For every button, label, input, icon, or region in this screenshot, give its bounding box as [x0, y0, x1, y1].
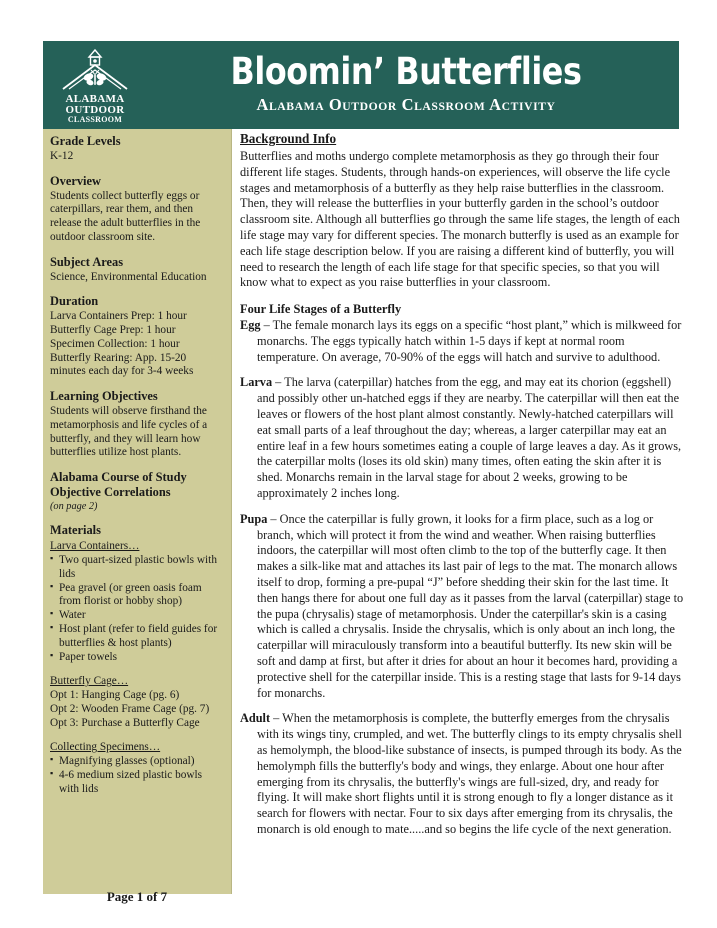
sidebar-text-subject-areas: Science, Environmental Education	[50, 270, 207, 283]
list-item-label: Host plant (refer to field guides for butterflies & host plants)	[59, 622, 218, 649]
stage-body-adult: When the metamorphosis is complete, the butterfly emerges from the chrysalis with its wings tiny, crumpled, and wet. The butterfly clings to its empty chrysalis shell as hemolymph, the blood-like substance of insects, is pumped through its body. As the hemolymph fills the butterfly's body and wings, they enlarge. About one hour after emerging from its chrysalis, the butterfly's wings are full-sized, dry, and ready for flying. It will make short flights until it is strong enough to fly a longer distance as it search for flowers with nectar. Four to six days after emerging from its chrysalis, the monarch is old enough to mate.....and so begins the life cycle of the next generation.	[257, 711, 682, 836]
sidebar-heading-learning-objectives: Learning Objectives	[50, 389, 158, 404]
stage-dash-egg: –	[260, 318, 273, 333]
stage-dash-adult: –	[270, 711, 283, 726]
sidebar-heading-subject-areas: Subject Areas	[50, 254, 124, 269]
sidebar-cage-option-2: Opt 2: Wooden Frame Cage (pg. 7)	[50, 702, 210, 715]
sidebar-text-duration-2: Butterfly Cage Prep: 1 hour	[50, 323, 176, 336]
list-item	[50, 769, 224, 797]
main-content	[240, 131, 684, 921]
stage-name-larva: Larva	[240, 375, 273, 390]
list-item-label: 4-6 medium sized plastic bowls with lids	[59, 768, 203, 795]
sidebar-text-overview: Students collect butterfly eggs or caterpillars, rear them, and then release the adult butterflies in the outdoor classroom site.	[50, 189, 201, 243]
sidebar-note-correlations: (on page 2)	[50, 500, 98, 512]
stage-paragraph-adult	[240, 711, 684, 837]
paragraph-background-info: Butterflies and moths undergo complete metamorphosis as they go through their four different life stages. Students, through hands-on experiences, will observe the life cycle stages and metamorphosis of a butterfly as they help raise butterflies in the classroom. Then, they will release the butterflies in your butterfly garden in the school’s outdoor classroom site. Although all butterflies go through the same life stages, the length of each life stage may vary for different species. The monarch butterfly is used as an example for each life stage description below. If you are raising a different kind of butterfly, you will need to research the length of each life stage for that specific species, so that you will know what to expect as you raise butterflies in your classroom.	[240, 148, 680, 290]
stage-body-pupa: Once the caterpillar is fully grown, it looks for a firm place, such as a log or branch, which will protect it from the wind and weather. When raising butterflies indoors, the caterpillar will most often climb to the top of the butterfly cage. It then makes a silk-like mat and attaches its last pair of legs to the mat. The monarch allows itself to drop, forming a pre-pupal “J” before shedding their skin for the last time. It then hangs there for about one full day as it passes from the larval (caterpillar) stage to the pupa (chrysalis) stage of metamorphosis. Under the caterpillar's skin is a casing which is called a chrysalis. Inside the chrysalis, which is only about an inch long, the caterpillar will miraculously transform into a beautiful butterfly. Its new skin will be soft and damp at first, but after it dries for about an hour it becomes hard, providing a protective shell for the caterpillar inside. This is a resting stage that lasts for 9-14 days for monarchs.	[257, 511, 684, 700]
stage-body-larva: The larva (caterpillar) hatches from the egg, and may eat its chorion (eggshell) and possibly other un-hatched eggs if they are nearby. The caterpillar will then eat the leaves or flowers of the host plant almost constantly. Newly-hatched caterpillars will eat small parts of a leaf throughout the day; whereas, a larger caterpillar may eat an entire leaf in a few hours sometimes eating a couple of large leaves a day. As it grows, the caterpillar molts (loses its old skin) many times, often eating the skin after it is shed. Monarchs remain in the larval stage for about 2 weeks, growing to be approximately 2 inches long.	[257, 375, 682, 501]
sidebar-materials-list-larva	[50, 554, 224, 664]
stage-dash-pupa: –	[267, 511, 280, 526]
sidebar-heading-grade-levels: Grade Levels	[50, 134, 121, 148]
sidebar-materials-group-label-specimens: Collecting Specimens…	[50, 741, 161, 754]
sidebar	[43, 129, 232, 904]
logo-line-1: ALABAMA	[65, 92, 125, 105]
stage-name-adult: Adult	[240, 711, 271, 726]
stage-dash-larva: –	[272, 375, 285, 390]
logo-line-2: OUTDOOR	[65, 103, 125, 116]
sidebar-text-learning-objectives: Students will observe firsthand the metamorphosis and life cycles of a butterfly, and they will learn how butterflies utilize host plants.	[50, 404, 208, 459]
page-title: Bloomin’ Butterflies	[230, 50, 582, 94]
sidebar-heading-overview: Overview	[50, 173, 101, 188]
sidebar-heading-duration: Duration	[50, 294, 99, 309]
page-header-banner	[43, 41, 679, 129]
sidebar-materials-list-specimens	[50, 755, 224, 796]
list-item-label: Water	[59, 609, 86, 622]
logo-wordmark	[66, 94, 125, 124]
heading-background-info: Background Info	[240, 131, 337, 146]
sidebar-cage-option-1: Opt 1: Hanging Cage (pg. 6)	[50, 689, 180, 702]
sidebar-materials-group-label-larva: Larva Containers…	[50, 540, 140, 553]
page-number: Page 1 of 7	[106, 888, 168, 904]
list-item-label: Paper towels	[59, 650, 118, 663]
stage-name-pupa: Pupa	[240, 511, 268, 526]
list-item	[50, 651, 224, 665]
sidebar-materials-group-label-cage: Butterfly Cage…	[50, 675, 129, 688]
list-item	[50, 582, 224, 610]
heading-four-life-stages: Four Life Stages of a Butterfly	[240, 302, 402, 317]
list-item	[50, 755, 224, 769]
alabama-outdoor-classroom-logo-icon	[57, 49, 133, 93]
stage-name-egg: Egg	[240, 318, 261, 333]
sidebar-text-duration-1: Larva Containers Prep: 1 hour	[50, 310, 187, 323]
logo-line-3: CLASSROOM	[67, 114, 123, 124]
list-item-label: Pea gravel (or green oasis foam from florist or hobby shop)	[59, 581, 202, 608]
stage-paragraph-larva	[240, 375, 684, 501]
sidebar-heading-materials: Materials	[50, 523, 101, 538]
sidebar-text-duration-3: Specimen Collection: 1 hour	[50, 337, 180, 350]
stage-body-egg: The female monarch lays its eggs on a specific “host plant,” which is milkweed for monarchs. The eggs typically hatch within 1-5 days if kept at normal room temperature. On average, 70-90% of the eggs will hatch and survive to adulthood.	[257, 318, 682, 364]
list-item	[50, 609, 224, 623]
logo	[43, 41, 147, 129]
stage-paragraph-pupa	[240, 512, 684, 702]
sidebar-heading-correlations: Alabama Course of Study Objective Correlations	[50, 470, 187, 499]
list-item-label: Magnifying glasses (optional)	[59, 755, 195, 768]
page-subtitle: Alabama Outdoor Classroom Activity	[256, 94, 556, 114]
sidebar-text-duration-4: Butterfly Rearing: App. 15-20 minutes each day for 3-4 weeks	[50, 351, 194, 378]
list-item-label: Two quart-sized plastic bowls with lids	[59, 554, 217, 580]
header-title-block	[147, 50, 679, 117]
list-item	[50, 554, 224, 582]
list-item	[50, 623, 224, 651]
sidebar-text-grade-levels: K-12	[50, 149, 74, 162]
sidebar-cage-option-3: Opt 3: Purchase a Butterfly Cage	[50, 716, 200, 729]
stage-paragraph-egg	[240, 318, 684, 365]
